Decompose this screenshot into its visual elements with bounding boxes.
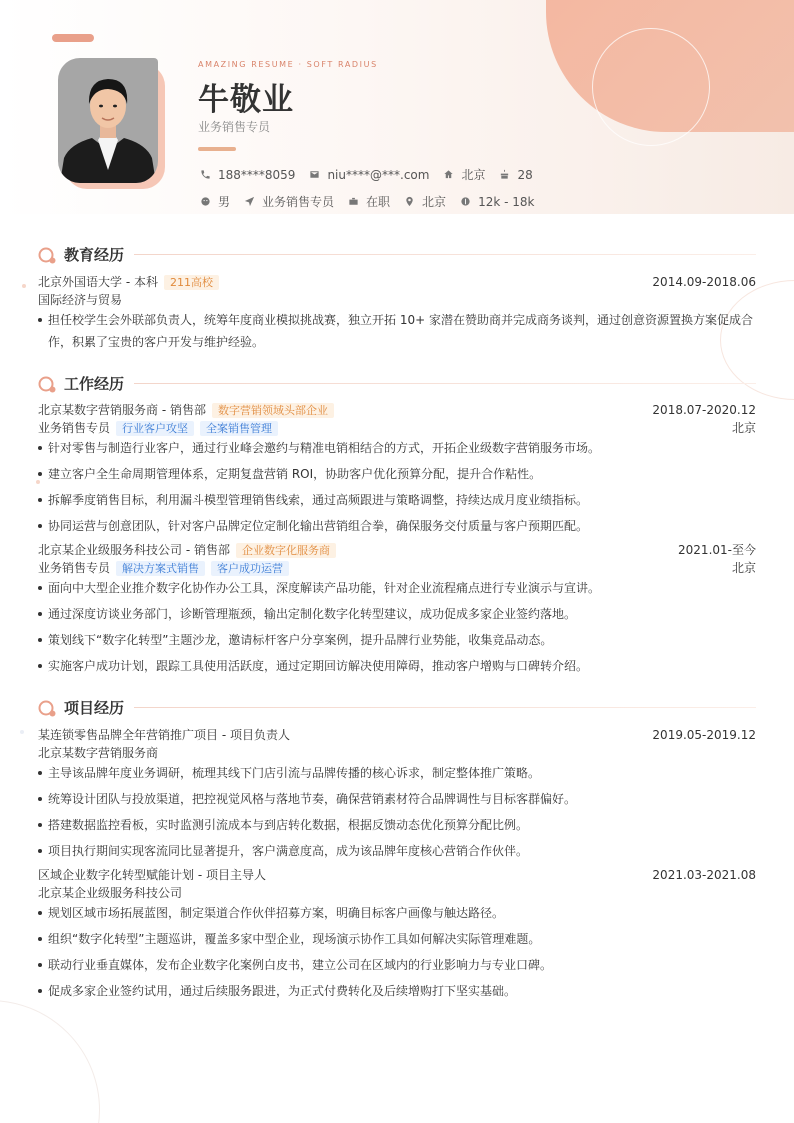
deco-dot (22, 284, 26, 288)
job-bullet: 通过深度访谈业务部门，诊断管理瓶颈，输出定制化数字化转型建议，成功促成多家企业签约落地。 (38, 603, 756, 625)
project-bullet: 联动行业垂直媒体，发布企业数字化案例白皮书，建立公司在区域内的行业影响力与专业口碑。 (38, 954, 756, 976)
send-icon (242, 195, 256, 209)
project-bullet: 规划区域市场拓展蓝图，制定渠道合作伙伴招募方案，明确目标客户画像与触达路径。 (38, 902, 756, 924)
section-education-header (38, 244, 756, 265)
target-role-text: 业务销售专员 (262, 195, 335, 209)
info-salary (458, 195, 534, 209)
job-role: 业务销售专员 (38, 561, 111, 575)
project-name-row (38, 727, 756, 743)
header-accent-pill (52, 34, 94, 42)
avatar (58, 58, 158, 183)
candidate-job-title: 业务销售专员 (198, 120, 271, 134)
project-name: 某连锁零售品牌全年营销推广项目 - 项目负责人 (38, 728, 290, 742)
job-company: 北京某企业级服务科技公司 - 销售部 (38, 543, 230, 557)
education-bullet-continuation-row (38, 334, 756, 350)
job-role: 业务销售专员 (38, 421, 111, 435)
job-company-tag: 企业数字化服务商 (236, 543, 336, 558)
target-city-text: 北京 (422, 195, 447, 209)
education-school: 北京外国语大学 - 本科 (38, 275, 158, 289)
info-status (346, 193, 390, 210)
location-icon (402, 195, 416, 209)
job-role-tag: 全案销售管理 (200, 421, 278, 436)
education-school-row (38, 274, 756, 290)
section-divider (134, 254, 756, 255)
info-target-role (242, 193, 334, 210)
job-bullet: 针对零售与制造行业客户，通过行业峰会邀约与精准电销相结合的方式，开拓企业级数字营销服务市场。 (38, 437, 756, 459)
age-text: 28 (517, 167, 533, 182)
deco-circle-left (0, 1000, 100, 1123)
project-org-row (38, 745, 756, 761)
project-org: 北京某企业级服务科技公司 (38, 886, 183, 900)
personal-info-row (198, 193, 546, 210)
search-icon (38, 375, 56, 393)
briefcase-icon (346, 195, 360, 209)
education-bullet-continuation: 作，积累了宝贵的客户开发与维护经验。 (48, 335, 265, 349)
job-role-tag: 解决方案式销售 (116, 561, 205, 576)
mail-icon (307, 168, 321, 182)
info-target-city (402, 193, 446, 210)
salary-text: 12k - 18k (478, 194, 535, 209)
job-company: 北京某数字营销服务商 - 销售部 (38, 403, 206, 417)
project-bullet: 搭建数据监控看板，实时监测引流成本与到店转化数据，根据反馈动态优化预算分配比例。 (38, 814, 756, 836)
gender-icon (198, 195, 212, 209)
section-projects-title: 项目经历 (64, 699, 125, 717)
project-name-row (38, 867, 756, 883)
cake-icon (497, 168, 511, 182)
job-company-row (38, 402, 756, 418)
info-hometown (441, 166, 485, 183)
section-work-title: 工作经历 (64, 375, 125, 393)
job-bullet: 协同运营与创意团队，针对客户品牌定位定制化输出营销组合拳，确保服务交付质量与客户预期匹配。 (38, 515, 756, 537)
job-company-row (38, 542, 756, 558)
section-divider (134, 707, 756, 708)
job-role-row (38, 420, 756, 436)
job-bullet: 策划线下“数字化转型”主题沙龙，邀请标杆客户分享案例，提升品牌行业势能，收集竞品动态。 (38, 629, 756, 651)
section-divider (134, 383, 756, 384)
section-education-title: 教育经历 (64, 246, 125, 264)
info-email (307, 168, 429, 182)
salary-icon (458, 195, 472, 209)
job-company-tag: 数字营销领域头部企业 (212, 403, 334, 418)
header-decor-ring (592, 28, 710, 146)
phone-icon (198, 168, 212, 182)
job-bullet: 建立客户全生命周期管理体系，定期复盘营销 ROI，协助客户优化预算分配，提升合作粘性。 (38, 463, 756, 485)
gender-text: 男 (218, 195, 231, 209)
job-role-row (38, 560, 756, 576)
info-age (497, 168, 532, 182)
job-role-tag: 客户成功运营 (211, 561, 289, 576)
search-icon (38, 246, 56, 264)
project-bullet: 主导该品牌年度业务调研，梳理其线下门店引流与品牌传播的核心诉求，制定整体推广策略。 (38, 762, 756, 784)
home-icon (441, 168, 455, 182)
education-date: 2014.09-2018.06 (652, 275, 756, 289)
section-work-header (38, 373, 756, 394)
project-org-row (38, 885, 756, 901)
job-location: 北京 (731, 421, 756, 435)
project-date: 2019.05-2019.12 (652, 728, 756, 742)
job-date: 2021.01-至今 (678, 543, 756, 557)
phone-text: 188****8059 (218, 167, 296, 182)
info-gender (198, 193, 230, 210)
project-org: 北京某数字营销服务商 (38, 746, 159, 760)
resume-tagline: AMAZING RESUME · SOFT RADIUS (198, 60, 378, 69)
job-role-tag: 行业客户攻坚 (116, 421, 194, 436)
project-bullet: 项目执行期间实现客流同比显著提升，客户满意度高，成为该品牌年度核心营销合作伙伴。 (38, 840, 756, 862)
project-bullet: 统筹设计团队与投放渠道，把控视觉风格与落地节奏，确保营销素材符合品牌调性与目标客群偏好。 (38, 788, 756, 810)
search-icon (38, 699, 56, 717)
status-text: 在职 (366, 195, 391, 209)
project-bullet: 组织“数字化转型”主题巡讲，覆盖多家中型企业，现场演示协作工具如何解决实际管理难题。 (38, 928, 756, 950)
hometown-text: 北京 (461, 168, 486, 182)
title-accent-bar (198, 147, 236, 151)
section-projects-header (38, 697, 756, 718)
education-tag: 211高校 (164, 275, 219, 290)
education-major-row (38, 292, 756, 308)
project-bullet: 促成多家企业签约试用，通过后续服务跟进，为正式付费转化及后续增购打下坚实基础。 (38, 980, 756, 1002)
deco-dot (20, 730, 24, 734)
job-bullet: 实施客户成功计划，跟踪工具使用活跃度，通过定期回访解决使用障碍，推动客户增购与口碑转介绍。 (38, 655, 756, 677)
job-bullet: 面向中大型企业推介数字化协作办公工具，深度解读产品功能，针对企业流程痛点进行专业演示与宣讲。 (38, 577, 756, 599)
contact-info-row (198, 166, 545, 183)
education-bullet: 担任校学生会外联部负责人，统筹年度商业模拟挑战赛，独立开拓 10+ 家潜在赞助商并完成商务谈判，通过创意资源置换方案促成合 (38, 309, 756, 331)
candidate-name: 牛敬业 (198, 82, 294, 118)
job-date: 2018.07-2020.12 (652, 403, 756, 417)
project-date: 2021.03-2021.08 (652, 868, 756, 882)
project-name: 区域企业数字化转型赋能计划 - 项目主导人 (38, 868, 266, 882)
job-location: 北京 (731, 561, 756, 575)
email-text: niu****@***.com (327, 167, 430, 182)
info-phone (198, 168, 295, 182)
job-bullet: 拆解季度销售目标，利用漏斗模型管理销售线索，通过高频跟进与策略调整，持续达成月度业绩指标。 (38, 489, 756, 511)
resume-header (0, 0, 794, 214)
education-major: 国际经济与贸易 (38, 293, 123, 307)
